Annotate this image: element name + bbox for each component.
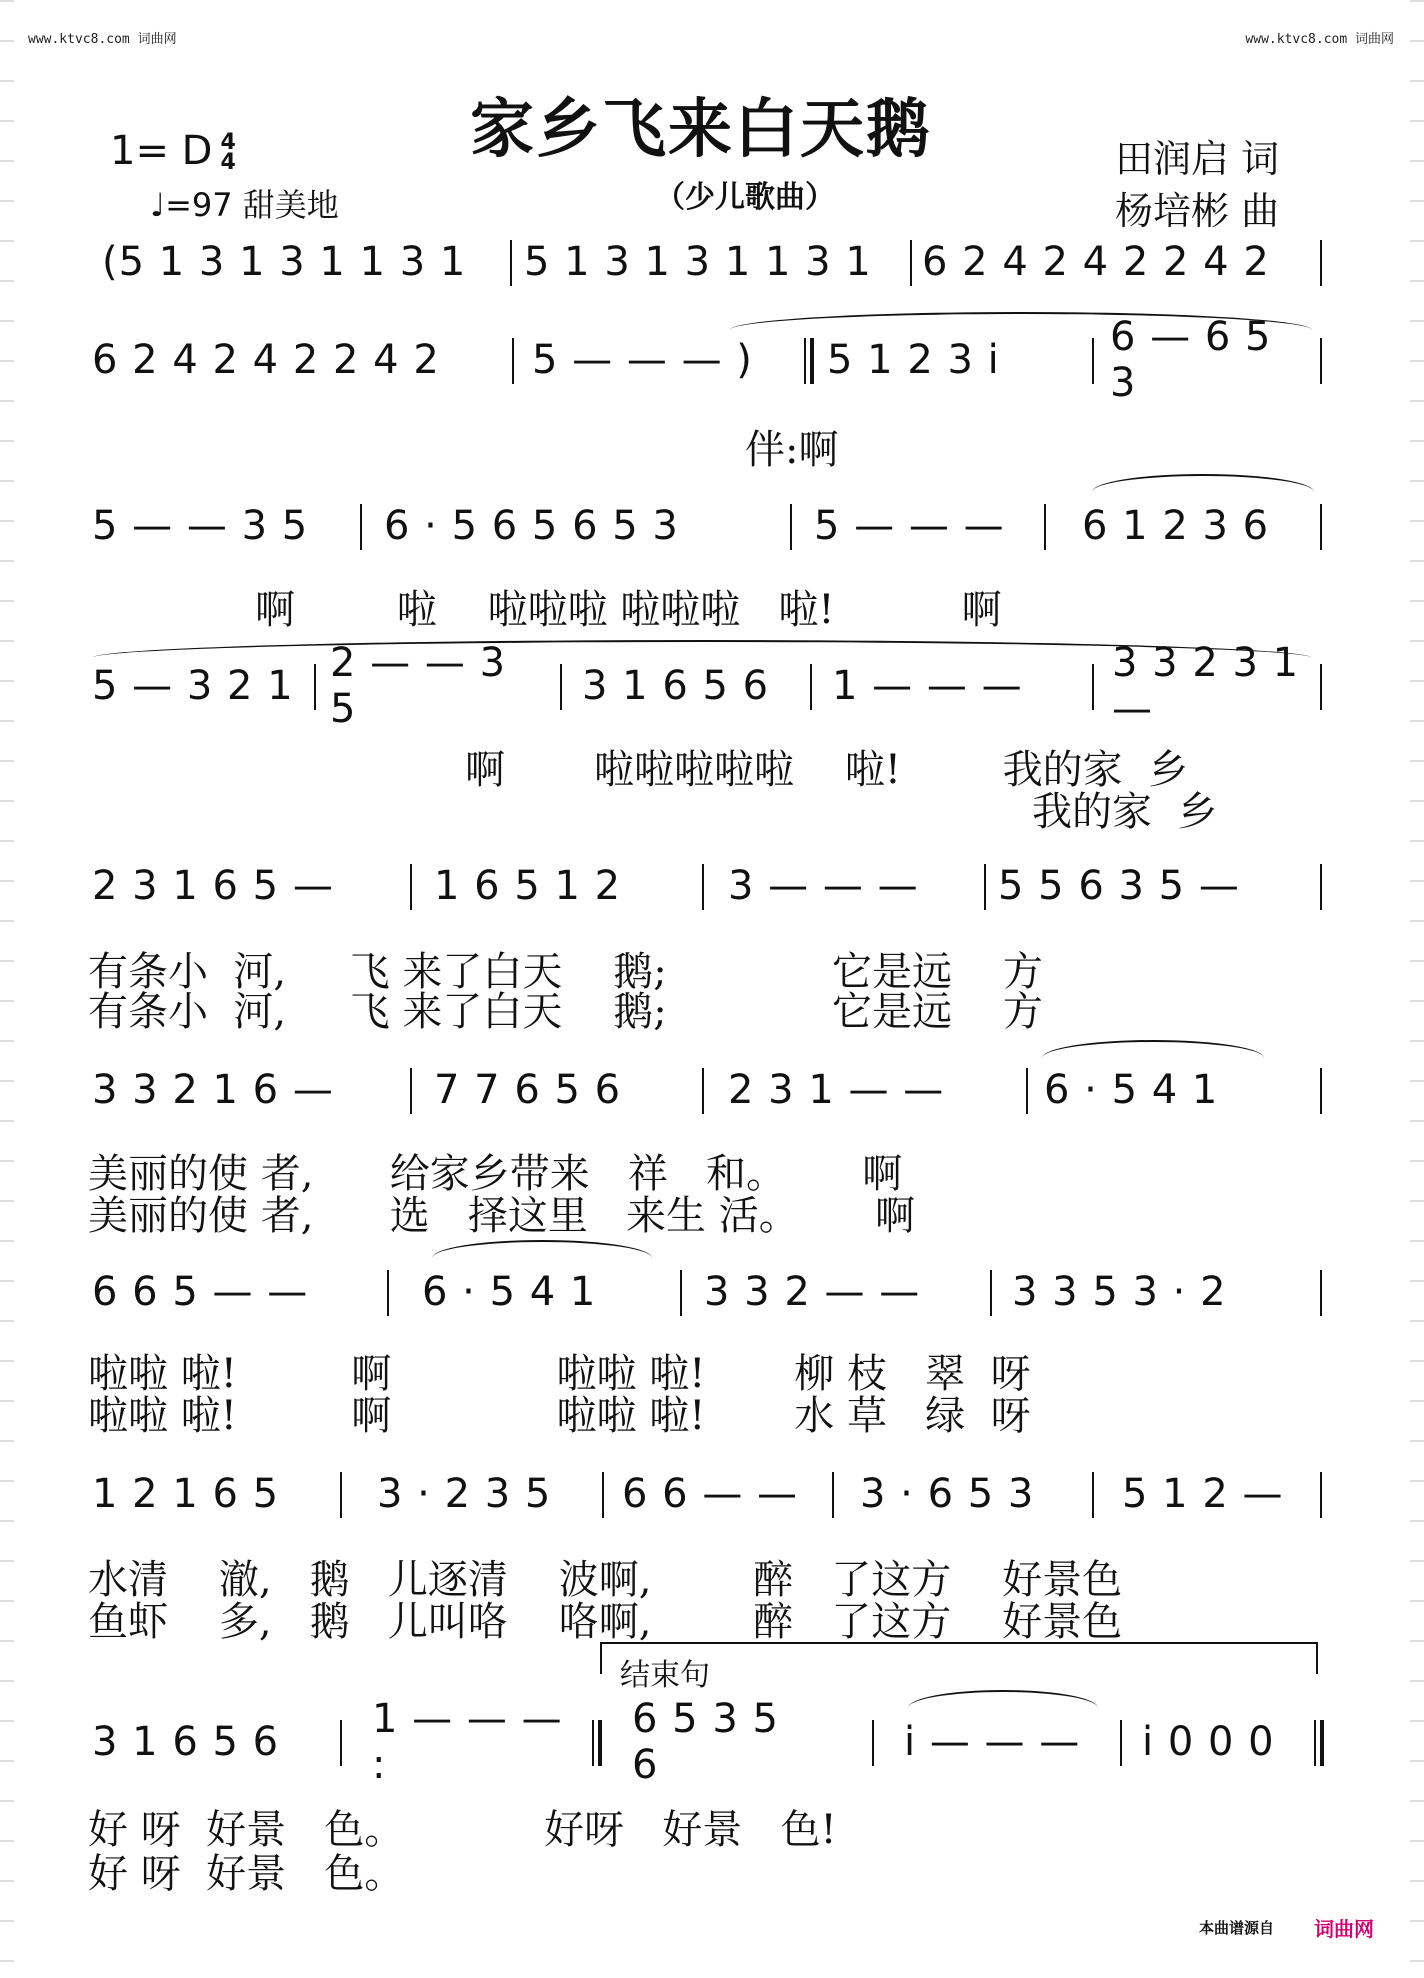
repeat-end-barline <box>592 1720 602 1766</box>
bar-3-4: 6 1 2 3 6 <box>1082 503 1270 549</box>
barline <box>314 664 316 710</box>
bar-2-3: 5 1 2 3 i <box>827 337 1000 383</box>
bar-6-3: 2 3 1 — — <box>728 1067 945 1113</box>
source-note: 本曲谱源自 <box>1198 1919 1274 1937</box>
bar-3-2: 6 · 5 6 5 6 5 3 <box>384 503 679 549</box>
barline <box>410 864 412 910</box>
bar-6-1: 3 3 2 1 6 — <box>92 1067 334 1113</box>
bar-3-1: 5 — — 3 5 <box>92 503 309 549</box>
slur-arc <box>432 1240 652 1258</box>
bar-8-3: 6 6 — — <box>622 1471 799 1517</box>
bar-7-2: 6 · 5 4 1 <box>422 1269 597 1315</box>
score-line-4 <box>92 640 1324 732</box>
barline <box>1120 1720 1122 1766</box>
score-line-8 <box>92 1464 1324 1524</box>
bar-9-2: 1 — — — : <box>372 1696 563 1788</box>
bar-4-1: 5 — 3 2 1 <box>92 663 294 709</box>
lyric-line-8a: 水清 澈, 鹅 儿逐清 波啊, 醉 了这方 好景色 <box>88 1557 1123 1603</box>
source-site-logo[interactable]: 词曲网 <box>1314 1917 1374 1941</box>
barline <box>1320 240 1322 286</box>
score-line-2 <box>92 314 1324 406</box>
bar-8-5: 5 1 2 — <box>1122 1471 1284 1517</box>
repeat-start-barline <box>804 338 814 384</box>
final-barline <box>1314 1720 1324 1766</box>
bar-4-3: 3 1 6 5 6 <box>582 663 770 709</box>
composer-credit: 杨培彬 曲 <box>1115 189 1280 233</box>
barline <box>1320 1068 1322 1114</box>
barline <box>1320 1472 1322 1518</box>
time-signature-top: 4 <box>220 130 236 155</box>
lyric-line-4: 啊 啦啦啦啦啦 啦! 我的家 乡 <box>465 747 1189 793</box>
bar-9-5: i 0 0 0 <box>1142 1719 1275 1765</box>
lyric-line-9a: 好 呀 好景 色。 好呀 好景 色! <box>88 1807 837 1853</box>
barline <box>872 1720 874 1766</box>
bar-2-4: 6 — 6 5 3 <box>1110 314 1272 406</box>
bar-6-2: 7 7 6 5 6 <box>434 1067 622 1113</box>
bar-5-4: 5 5 6 3 5 — <box>998 863 1240 909</box>
bar-2-2: 5 — — — ) <box>532 337 753 383</box>
slur-arc <box>908 1690 1098 1708</box>
barline <box>340 1720 342 1766</box>
tempo-marking: ♩=97 甜美地 <box>150 186 339 224</box>
bar-4-4: 1 — — — <box>832 663 1023 709</box>
score-line-1 <box>92 232 1324 292</box>
bar-1-1: (5 1 3 1 3 1 1 3 1 <box>102 239 467 285</box>
bar-1-2: 5 1 3 1 3 1 1 3 1 <box>524 239 872 285</box>
slur-arc <box>1042 1040 1264 1058</box>
bar-7-4: 3 3 5 3 · 2 <box>1012 1269 1227 1315</box>
barline <box>602 1472 604 1518</box>
bar-7-3: 3 3 2 — — <box>704 1269 921 1315</box>
lyric-line-7a: 啦啦 啦! 啊 啦啦 啦! 柳 枝 翠 呀 <box>88 1351 1031 1397</box>
barline <box>680 1270 682 1316</box>
barline <box>510 240 512 286</box>
bar-7-1: 6 6 5 — — <box>92 1269 309 1315</box>
lyricist-credit: 田润启 词 <box>1115 137 1280 181</box>
bar-9-1: 3 1 6 5 6 <box>92 1719 280 1765</box>
score-line-6 <box>92 1060 1324 1120</box>
barline <box>910 240 912 286</box>
barline <box>702 1068 704 1114</box>
barline <box>410 1068 412 1114</box>
bar-5-2: 1 6 5 1 2 <box>434 863 622 909</box>
key-signature <box>110 128 236 174</box>
barline <box>560 664 562 710</box>
bar-4-5: 3 3 2 3 1 — <box>1112 640 1300 732</box>
barline <box>1092 338 1094 384</box>
bar-1-3: 6 2 4 2 4 2 2 4 2 <box>922 239 1270 285</box>
barline <box>1026 1068 1028 1114</box>
barline <box>512 338 514 384</box>
bar-9-4: i — — — <box>904 1719 1081 1765</box>
bar-8-2: 3 · 2 3 5 <box>377 1471 552 1517</box>
lyric-line-7b: 啦啦 啦! 啊 啦啦 啦! 水 草 绿 呀 <box>88 1393 1031 1439</box>
bar-5-1: 2 3 1 6 5 — <box>92 863 334 909</box>
score-line-9 <box>92 1696 1324 1788</box>
song-title: 家乡飞来白天鹅 <box>470 92 932 167</box>
score-line-3 <box>92 496 1324 556</box>
barline <box>1044 504 1046 550</box>
lyric-line-9b: 好 呀 好景 色。 <box>88 1851 405 1897</box>
ending-label: 结束句 <box>620 1658 710 1693</box>
lyric-line-6b: 美丽的使 者, 选 择这里 来生 活。 啊 <box>88 1193 916 1239</box>
barline <box>1320 864 1322 910</box>
bar-6-4: 6 · 5 4 1 <box>1044 1067 1219 1113</box>
lyric-line-8b: 鱼虾 多, 鹅 儿叫咯 咯啊, 醉 了这方 好景色 <box>88 1599 1123 1645</box>
bar-5-3: 3 — — — <box>728 863 919 909</box>
barline <box>340 1472 342 1518</box>
barline <box>990 1270 992 1316</box>
lyric-line-5b: 有条小 河, 飞 来了白天 鹅; 它是远 方 <box>88 989 1043 1035</box>
barline <box>984 864 986 910</box>
score-line-5 <box>92 856 1324 916</box>
barline <box>360 504 362 550</box>
barline <box>387 1270 389 1316</box>
barline <box>1092 664 1094 710</box>
barline <box>832 1472 834 1518</box>
slur-arc <box>1092 474 1314 492</box>
bar-3-3: 5 — — — <box>814 503 1005 549</box>
score-line-7 <box>92 1262 1324 1322</box>
time-signature <box>220 130 236 175</box>
bar-4-2: 2 — — 3 5 <box>330 640 507 732</box>
key-label: 1= D <box>110 128 213 174</box>
barline <box>1320 664 1322 710</box>
left-margin-strip <box>0 0 14 1978</box>
watermark-right: www.ktvc8.com 词曲网 <box>1245 32 1394 47</box>
lyric-line-4b: 我的家 乡 <box>1032 789 1218 835</box>
right-margin-strip <box>1410 0 1424 1978</box>
barline <box>790 504 792 550</box>
lyric-line-3: 啊 啦 啦啦啦 啦啦啦 啦! 啊 <box>255 587 1002 633</box>
barline <box>1320 504 1322 550</box>
barline <box>1320 1270 1322 1316</box>
watermark-left: www.ktvc8.com 词曲网 <box>28 32 177 47</box>
lyric-line-2: 伴:啊 <box>745 427 839 473</box>
bar-2-1: 6 2 4 2 4 2 2 4 2 <box>92 337 440 383</box>
barline <box>810 664 812 710</box>
barline <box>1320 338 1322 384</box>
bar-8-4: 3 · 6 5 3 <box>860 1471 1035 1517</box>
song-subtitle: （少儿歌曲） <box>655 180 835 215</box>
bar-9-3: 6 5 3 5 6 <box>632 1696 779 1788</box>
barline <box>702 864 704 910</box>
lyric-line-6a: 美丽的使 者, 给家乡带来 祥 和。 啊 <box>88 1151 903 1197</box>
time-signature-bottom: 4 <box>220 150 236 175</box>
lyric-line-5a: 有条小 河, 飞 来了白天 鹅; 它是远 方 <box>88 949 1043 995</box>
bar-8-1: 1 2 1 6 5 <box>92 1471 280 1517</box>
barline <box>1092 1472 1094 1518</box>
